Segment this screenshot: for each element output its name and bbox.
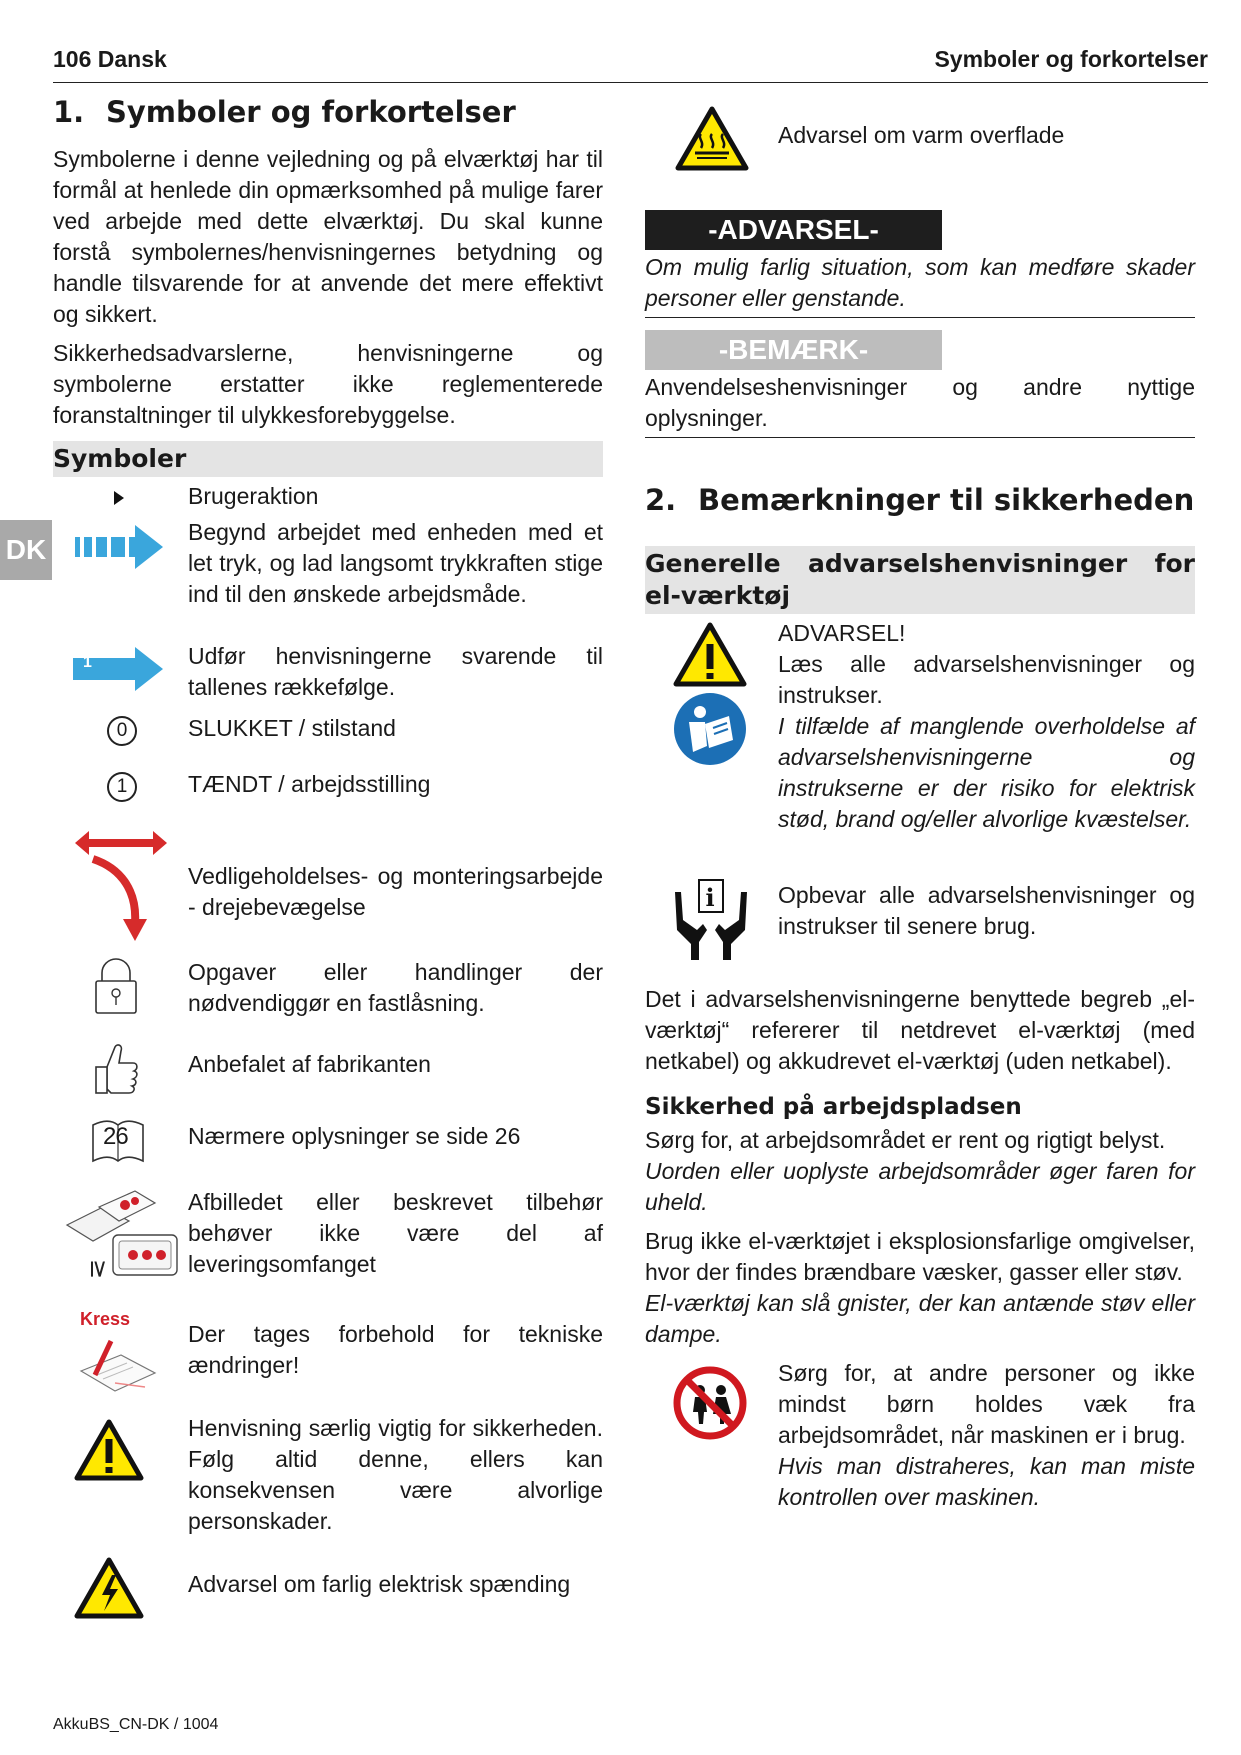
note-description: Anvendelseshenvisninger og andre nyttige oplysninger.	[645, 374, 1195, 431]
warning-triangle-icon	[673, 622, 747, 688]
symbol-row	[53, 641, 603, 713]
warning-consequence: I tilfælde af manglende overholdelse af advarselshenvisningerne og instrukserne er der risiko for elektrisk stød, brand og/eller alvorlige kvæstelser.	[778, 713, 1195, 832]
symbol-row	[53, 825, 603, 953]
symbol-text: Anbefalet af fabrikanten	[188, 1051, 431, 1077]
keep-instructions-text: Opbevar alle advarselshenvisninger og instrukser til senere brug.	[778, 882, 1195, 939]
page-header	[53, 44, 1208, 83]
general-warnings-heading: Generelle advarselshenvisninger for el-værktøj	[645, 546, 1195, 614]
symbol-row	[53, 517, 603, 641]
workplace-instruction-2: Brug ikke el-værktøjet i eksplosionsfarlige omgivelser, hvor der findes brændbare væsker, gasser eller støv.	[645, 1228, 1195, 1285]
triangle-bullet-icon	[53, 481, 188, 515]
keep-instructions-row	[645, 878, 1195, 970]
symbol-text: Afbilledet eller beskrevet tilbehør behøver ikke være del af leveringsomfanget	[188, 1189, 603, 1277]
book-page-icon	[53, 1115, 188, 1187]
svg-text:≥: ≥	[85, 1259, 113, 1280]
section2-title: Bemærkninger til sikkerheden	[698, 483, 1195, 517]
symbol-row	[53, 1115, 603, 1187]
hands-info-icon	[645, 878, 778, 970]
symbol-text: TÆNDT / arbejdsstilling	[188, 771, 431, 797]
symbol-text: Begynd arbejdet med enheden med et let tryk, og lad langsomt trykkraften stige ind til den ønskede arbejdsmåde.	[188, 519, 603, 607]
thumbs-up-icon	[53, 1043, 188, 1115]
general-warning-row	[645, 618, 1195, 864]
note-label: -BEMÆRK-	[645, 330, 942, 370]
warning-title: ADVARSEL!	[778, 620, 906, 646]
section1-number: 1.	[53, 95, 85, 129]
on-one-icon	[53, 769, 188, 825]
header-page-number: 106 Dansk	[53, 46, 167, 72]
numbered-arrow-icon	[53, 641, 188, 713]
section2-number: 2.	[645, 483, 677, 517]
warning-description: Om mulig farlig situation, som kan medføre skader personer eller genstande.	[645, 254, 1195, 311]
off-zero-glyph: 0	[107, 716, 137, 746]
symbol-text: Der tages forbehold for tekniske ændringer!	[188, 1321, 603, 1378]
arrow-gradual-pressure-icon	[53, 517, 188, 641]
warning-triangle-icon	[53, 1413, 188, 1547]
right-column	[645, 92, 1195, 1510]
off-zero-icon	[53, 713, 188, 769]
symbol-row	[53, 1187, 603, 1309]
accessories-icon	[53, 1187, 188, 1309]
symbol-text: Vedligeholdelses- og monteringsarbejde - drejebevægelse	[188, 863, 603, 920]
warning-block	[645, 252, 1195, 318]
general-warning-icons	[645, 618, 778, 864]
workplace-safety-heading: Sikkerhed på arbejdspladsen	[645, 1094, 1022, 1120]
on-one-glyph: 1	[107, 772, 137, 802]
header-chapter-title: Symboler og forkortelser	[934, 46, 1208, 72]
hot-surface-row	[645, 106, 1195, 204]
children-warning-row	[645, 1358, 1195, 1510]
no-children-icon	[645, 1358, 778, 1488]
symbol-row	[53, 1413, 603, 1547]
symbol-text: Opgaver eller handlinger der nødvendiggør en fastlåsning.	[188, 959, 603, 1016]
term-definition-text: Det i advarselshenvisningerne benyttede begreb „el-værktøj“ refererer til netdrevet el-værktøj (med netkabel) og akkudrevet el-værktøj (uden netkabel).	[645, 986, 1195, 1074]
symbol-text: Udfør henvisningerne svarende til tallenes rækkefølge.	[188, 643, 603, 700]
book-page-number: 26	[103, 1123, 128, 1150]
symbol-row	[53, 769, 603, 825]
hot-surface-icon	[645, 106, 778, 204]
kress-document-icon	[53, 1309, 188, 1407]
symbol-row	[53, 1043, 603, 1115]
note-block	[645, 372, 1195, 438]
section1-heading	[53, 92, 603, 132]
electric-warning-icon	[53, 1555, 188, 1635]
padlock-icon	[53, 957, 188, 1043]
children-consequence: Hvis man distraheres, kan man miste kontrollen over maskinen.	[778, 1453, 1195, 1510]
arrow-number-label: 1	[83, 654, 92, 671]
symbol-text: SLUKKET / stilstand	[188, 715, 396, 741]
intro-paragraph-2: Sikkerhedsadvarslerne, henvisningerne og symbolerne erstatter ikke reglementerede foranstaltninger til ulykkesforebyggelse.	[53, 340, 603, 428]
rotation-arrows-icon	[53, 825, 188, 953]
children-instruction: Sørg for, at andre personer og ikke mindst børn holdes væk fra arbejdsområdet, når maskinen er i brug.	[778, 1360, 1195, 1448]
warning-read-instructions: Læs alle advarselshenvisninger og instrukser.	[778, 651, 1195, 708]
symbol-row	[53, 1309, 603, 1407]
symbol-row	[53, 481, 603, 515]
read-manual-icon	[673, 692, 747, 766]
symbol-row	[53, 1555, 603, 1635]
workplace-instruction-1: Sørg for, at arbejdsområdet er rent og rigtigt belyst.	[645, 1127, 1166, 1153]
hot-surface-text: Advarsel om varm overflade	[778, 122, 1065, 148]
symbol-text: Nærmere oplysninger se side 26	[188, 1123, 521, 1149]
language-tab: DK	[0, 520, 52, 580]
symbol-text: Brugeraktion	[188, 483, 319, 509]
intro-paragraph-1: Symbolerne i denne vejledning og på elværktøj har til formål at henlede din opmærksomhed på mulige farer ved arbejde med dette elværktøj. Du skal kunne forstå symbolernes/henvisningernes betydning og handle tilsvarende for at anvende det mere effektivt og sikkert.	[53, 146, 603, 327]
symbols-heading: Symboler	[53, 441, 603, 477]
symbol-text: Advarsel om farlig elektrisk spænding	[188, 1571, 571, 1597]
warning-label: -ADVARSEL-	[645, 210, 942, 250]
symbol-row	[53, 957, 603, 1043]
symbol-row	[53, 713, 603, 769]
kress-logo: Kress	[80, 1309, 131, 1329]
symbol-text: Henvisning særlig vigtig for sikkerheden. Følg altid denne, ellers kan konsekvensen være alvorlige personskader.	[188, 1415, 603, 1534]
left-column	[53, 92, 603, 1635]
workplace-consequence-2: El-værktøj kan slå gnister, der kan antænde støv eller dampe.	[645, 1290, 1195, 1347]
svg-text:i: i	[705, 883, 715, 912]
section2-heading	[645, 480, 1195, 520]
section1-title: Symboler og forkortelser	[106, 95, 516, 129]
page-footer: AkkuBS_CN-DK / 1004	[53, 1716, 219, 1733]
workplace-consequence-1: Uorden eller uoplyste arbejdsområder øger faren for uheld.	[645, 1158, 1195, 1215]
